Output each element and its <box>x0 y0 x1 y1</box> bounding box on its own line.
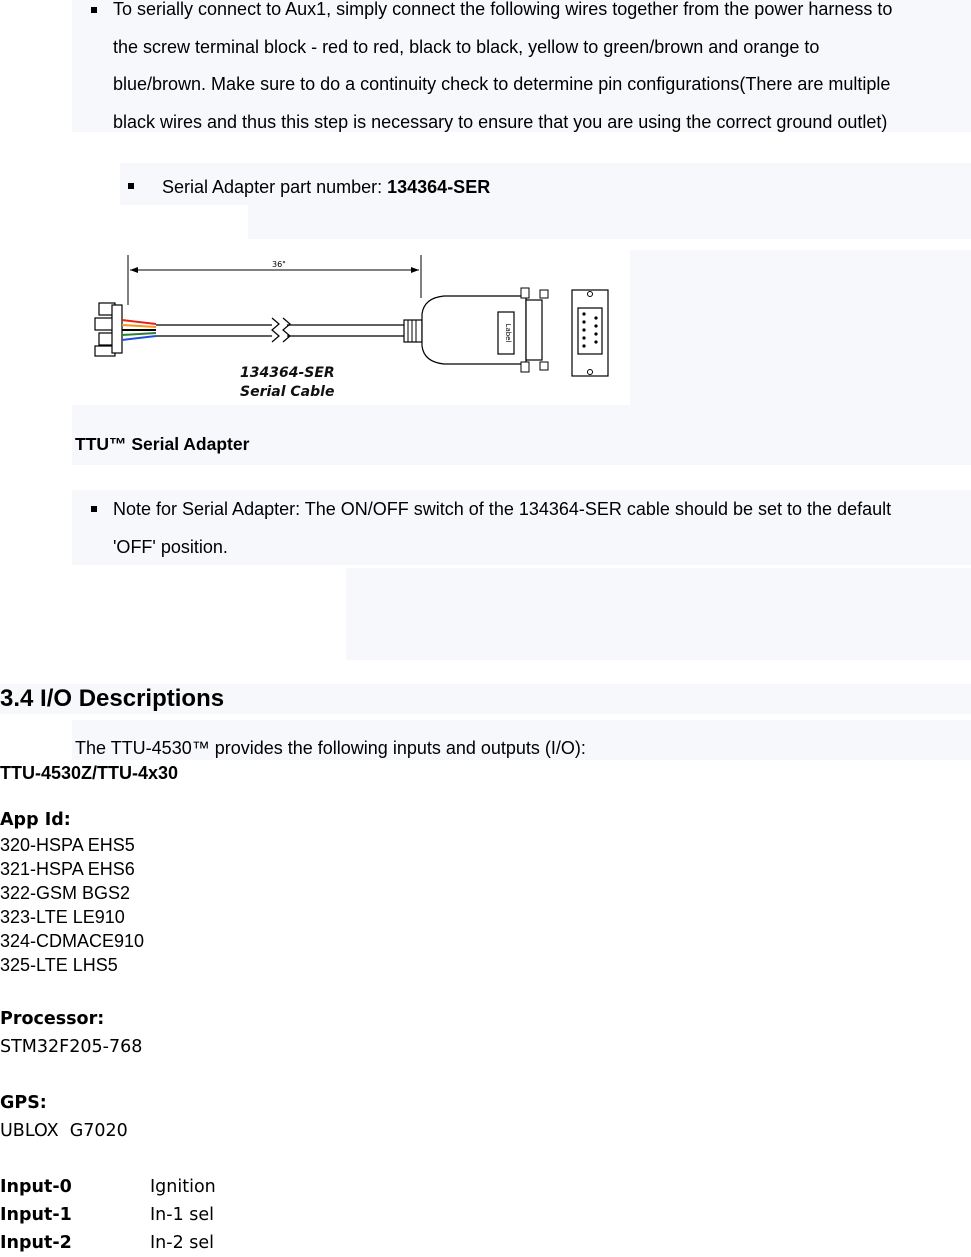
bullet-marker <box>91 506 97 512</box>
section-intro: The TTU-4530™ provides the following inputs and outputs (I/O): <box>75 738 586 758</box>
bullet-3-line: 'OFF' position. <box>113 536 228 557</box>
bullet-1-line: blue/brown. Make sure to do a continuity check to determine pin configurations(There are multiple <box>113 74 891 94</box>
bullet-2-text <box>162 175 490 199</box>
cable-label-name: Serial Cable <box>240 384 335 400</box>
app-id-item: 322-GSM BGS2 <box>0 883 131 903</box>
part-number-label: Serial Adapter part number: <box>162 177 388 197</box>
app-id-item: 320-HSPA EHS5 <box>0 835 135 855</box>
gps-label: GPS: <box>0 1093 47 1113</box>
shade-band <box>346 568 971 660</box>
io-value: Ignition <box>150 1177 216 1197</box>
io-name: Input-2 <box>0 1233 72 1253</box>
bullet-1-line: To serially connect to Aux1, simply connect the following wires together from the power harness to <box>113 0 893 19</box>
io-table <box>0 1173 400 1257</box>
io-value: In-2 sel <box>150 1233 215 1253</box>
io-row <box>0 1201 400 1229</box>
shade-band <box>630 250 971 405</box>
serial-cable-figure <box>72 250 630 405</box>
gps-value: UBLOX G7020 <box>0 1121 128 1141</box>
bullet-3-text <box>113 491 971 566</box>
plug-label: Label <box>504 323 512 343</box>
cable-label-part: 134364-SER <box>240 365 335 381</box>
app-id-list <box>0 833 144 977</box>
io-row <box>0 1229 400 1257</box>
part-number-value: 134364-SER <box>387 177 491 197</box>
bullet-1-line: the screw terminal block - red to red, black to black, yellow to green/brown and orange to <box>113 36 820 57</box>
processor-label: Processor: <box>0 1009 105 1029</box>
app-id-item: 324-CDMACE910 <box>0 931 145 951</box>
processor-value: STM32F205-768 <box>0 1037 143 1057</box>
app-id-label: App Id: <box>0 810 71 830</box>
model-name: TTU-4530Z/TTU-4x30 <box>0 763 179 783</box>
dimension-label: 36" <box>272 260 286 269</box>
bullet-marker <box>128 183 134 189</box>
app-id-item: 323-LTE LE910 <box>0 907 125 927</box>
bullet-1-text <box>113 0 971 141</box>
shade-band <box>248 205 971 239</box>
app-id-item: 321-HSPA EHS6 <box>0 859 135 879</box>
section-heading: 3.4 I/O Descriptions <box>0 685 225 712</box>
io-name: Input-1 <box>0 1205 72 1225</box>
bullet-1-line: black wires and thus this step is necessary to ensure that you are using the correct ground outlet) <box>113 111 888 132</box>
io-value: In-1 sel <box>150 1205 215 1225</box>
bullet-3-line: Note for Serial Adapter: The ON/OFF switch of the 134364-SER cable should be set to the default <box>113 499 892 519</box>
app-id-item: 325-LTE LHS5 <box>0 955 118 975</box>
bullet-marker <box>91 7 97 13</box>
io-name: Input-0 <box>0 1177 72 1197</box>
io-row <box>0 1173 400 1201</box>
serial-cable-drawing <box>72 250 630 405</box>
figure-caption: TTU™ Serial Adapter <box>75 434 250 454</box>
